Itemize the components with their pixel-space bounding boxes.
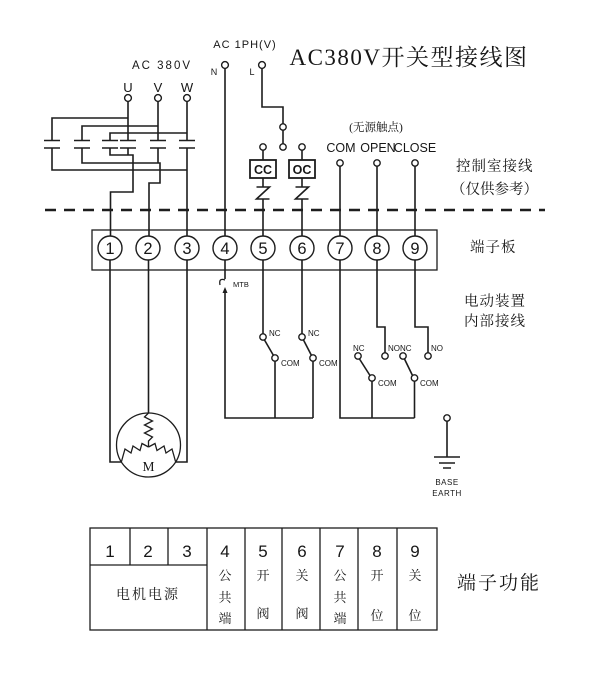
hand-switch-throw [280,144,286,150]
t9-function-char: 位 [408,608,422,623]
terminal-1-number: 1 [105,240,115,258]
table-number-6: 6 [297,542,307,561]
close-position-com-node [411,375,417,381]
com-signal-terminal [337,160,343,166]
terminal-5-number: 5 [258,240,268,258]
page-title: AC380V开关型接线图 [289,45,529,70]
close-limit-switch [260,260,300,418]
table-number-1: 1 [105,542,115,561]
earth-label-base: BASE [435,478,459,487]
motor-power-cell: 电机电源 [116,588,180,603]
terminal9-wire [415,260,428,353]
close-limit-nc-node [260,334,266,340]
close-limit-com-node [272,355,278,361]
terminal-3 [175,236,199,260]
close-limit-nc-label: NC [269,329,281,338]
terminal-7 [328,236,352,260]
open-position-com-label: COM [378,379,397,388]
table-number-5: 5 [258,542,268,561]
mtb-arrow [223,287,228,293]
open-position-nc-label: NC [353,344,365,353]
open-position-no-node [382,353,388,359]
t6-function-char: 阀 [295,606,309,621]
open-position-lever [360,359,371,376]
close-position-no-node [425,353,431,359]
earth-connection [432,415,461,498]
open-limit-com-label: COM [319,359,338,368]
mtb-symbol [220,279,225,285]
actuator-internal-label-1: 电动装置 [464,294,526,310]
close-signal-label: CLOSE [393,141,437,155]
coil-section [250,144,315,236]
internal-wiring [110,260,462,498]
terminal-6 [290,236,314,260]
earth-label-earth: EARTH [432,489,462,498]
mtb-label: MTB [233,280,249,289]
cc-contact-node [260,144,266,150]
terminal-8-number: 8 [372,240,382,258]
earth-symbol [434,457,460,468]
dry-contact-note: (无源触点) [349,122,403,134]
t4-function-char: 共 [218,590,232,605]
terminal-7-number: 7 [335,240,345,258]
terminal-4 [213,236,237,260]
neutral-terminal [222,62,229,69]
contactor-contacts [44,141,195,149]
phase-w-label: W [180,80,194,95]
terminal-board [92,230,437,270]
close-position-no-label: NO [431,344,443,353]
actuator-internal-label-2: 内部接线 [464,314,526,330]
phase-u-wiring [52,102,128,141]
t5-function-char: 阀 [256,606,270,621]
phase-v-label: V [153,80,163,95]
table-number-8: 8 [372,542,382,561]
position-indication-switches [340,260,443,418]
terminal8-wire [377,260,385,353]
t7-function-char: 共 [333,590,347,605]
table-number-4: 4 [220,542,230,561]
t8-function-char: 位 [370,608,384,623]
terminal-function-table [90,528,541,630]
terminal1-to-motor-wire [110,260,122,462]
t9-function-char: 关 [408,568,422,583]
cc-break-symbol [257,187,270,199]
t6-function-char: 关 [295,568,309,583]
phase-w-wiring [110,102,187,141]
phase-w-terminal [184,95,191,102]
open-limit-lever [304,340,312,356]
open-signal-terminal [374,160,380,166]
oc-break-symbol [296,187,309,199]
earth-node [444,415,450,421]
phase-v-wiring [82,102,158,141]
terminal-5 [251,236,275,260]
close-position-nc-label: NC [400,344,412,353]
terminal-3-number: 3 [182,240,192,258]
motor [117,413,181,477]
motor-winding-top [145,413,153,447]
open-limit-nc-node [299,334,305,340]
terminal-1 [98,236,122,260]
terminal-6-number: 6 [297,240,307,258]
motor-feed-1-wiring [110,148,133,236]
open-limit-com-node [310,355,316,361]
control-room-note-1: 控制室接线 [456,159,534,175]
phase-u-terminal [125,95,132,102]
open-position-no-label: NO [388,344,400,353]
terminal-4-number: 4 [220,240,230,258]
close-signal-terminal [412,160,418,166]
t5-function-char: 开 [256,568,270,583]
table-grid-lines [90,528,397,630]
open-position-com-node [369,375,375,381]
table-number-3: 3 [182,542,192,561]
terminal-9-number: 9 [410,240,420,258]
hand-switch-pole [280,124,286,130]
table-number-9: 9 [410,542,420,561]
t4-function-char: 公 [218,568,232,583]
single-phase-supply [211,39,286,236]
phase-v-terminal [155,95,162,102]
com-signal-label: COM [326,141,356,155]
ac380v-label: AC 380V [131,60,193,72]
open-position-nc-node [355,353,361,359]
t8-function-char: 开 [370,568,384,583]
motor-label: M [142,459,155,474]
close-limit-lever [265,340,274,356]
control-room-note-2: （仅供参考） [451,182,538,198]
open-limit-nc-label: NC [308,329,320,338]
table-number-7: 7 [335,542,345,561]
oc-coil-label: OC [292,163,312,177]
phase-u-label: U [123,80,133,95]
ac1ph-label: AC 1PH(V) [213,39,277,51]
terminal-9 [403,236,427,260]
live-label: L [249,67,255,77]
control-signal-section [326,120,436,236]
terminal-2-number: 2 [143,240,153,258]
close-position-com-label: COM [420,379,439,388]
live-terminal [259,62,266,69]
t7-function-char: 端 [333,611,347,626]
neutral-label: N [210,67,218,77]
t4-function-char: 端 [218,611,232,626]
close-position-lever [405,359,413,376]
close-limit-com-label: COM [281,359,300,368]
oc-contact-node [299,144,305,150]
open-limit-switch [299,260,338,418]
close-position-nc-node [400,353,406,359]
table-caption: 端子功能 [457,573,542,594]
cc-coil-label: CC [253,163,273,177]
open-signal-label: OPEN [360,141,396,155]
terminal-board-label: 端子板 [470,240,517,256]
live-wire [262,69,283,144]
terminal-2 [136,236,160,260]
terminal-8 [365,236,389,260]
t7-function-char: 公 [333,568,347,583]
table-number-2: 2 [143,542,153,561]
